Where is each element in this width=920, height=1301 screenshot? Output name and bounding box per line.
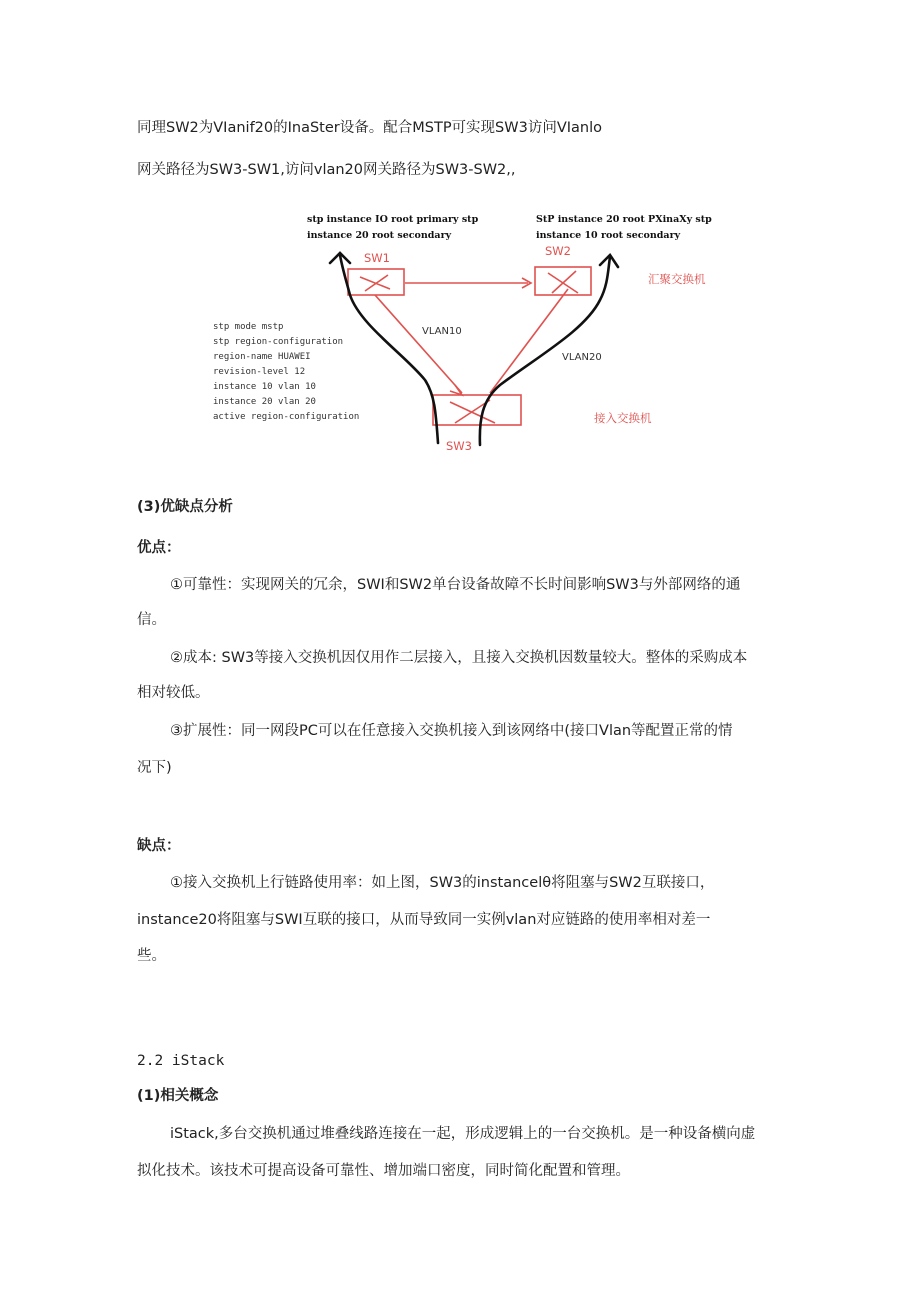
sw3-box [433,395,521,425]
sw1-note-line-1: stp instance IO root primary stp [307,214,479,225]
con-1-line-1: ①接入交换机上行链路使用率：如上图，SW3的instancelθ将阻塞与SW2互联接口， [170,875,715,891]
section-3-heading: (3)优缺点分析 [137,499,233,515]
config-line: stp mode mstp [213,322,284,332]
vlan10-label: VLAN10 [422,326,462,337]
sw2-label: SW2 [545,244,571,258]
pros-heading: 优点： [137,540,181,556]
vlan20-label: VLAN20 [562,352,602,363]
istack-para-line-1: iStack,多台交换机通过堆叠线路连接在一起，形成逻辑上的一台交换机。是一种设备横向虚 [170,1126,756,1142]
sw2-note-line-1: StP instance 20 root PXinaXy stp [536,214,712,225]
config-line: instance 10 vlan 10 [213,382,316,392]
pro-3-line-1: ③扩展性：同一网段PC可以在任意接入交换机接入到该网络中(接口Vlan等配置正常的情 [170,723,733,739]
aggregation-switch-label: 汇聚交换机 [648,272,706,286]
intro-line-2: 网关路径为SW3-SW1,访问vlan20网关路径为SW3-SW2,, [137,162,516,178]
con-1-line-2: instance20将阻塞与SWI互联的接口，从而导致同一实例vlan对应链路的使用率相对差一 [137,912,711,928]
access-switch-label: 接入交换机 [594,411,652,425]
concepts-heading: (1)相关概念 [137,1088,219,1104]
pro-2-line-1: ②成本: SW3等接入交换机因仅用作二层接入，且接入交换机因数量较大。整体的采购成本 [170,650,748,666]
mstp-network-diagram [200,205,720,460]
config-line: instance 20 vlan 20 [213,397,316,407]
pro-1-line-1: ①可靠性：实现网关的冗余，SWI和SW2单台设备故障不长时间影响SW3与外部网络的通 [170,577,741,593]
config-line: region-name HUAWEI [213,352,311,362]
sw2-box [535,267,591,295]
sw1-label: SW1 [364,251,390,265]
con-1-line-3: 些。 [137,948,166,964]
istack-para-line-2: 拟化技术。该技术可提高设备可靠性、增加端口密度，同时简化配置和管理。 [137,1163,630,1179]
config-line: active region-configuration [213,412,360,422]
pro-1-line-2: 信。 [137,612,166,628]
config-line: revision-level 12 [213,367,306,377]
config-line: stp region-configuration [213,337,344,347]
section-2-2-heading: 2.2 iStack [137,1053,225,1069]
cons-heading: 缺点： [137,838,181,854]
sw1-box [348,269,404,295]
pro-2-line-2: 相对较低。 [137,685,210,701]
sw3-label: SW3 [446,439,472,453]
sw1-note-line-2: instance 20 root secondary [307,230,452,241]
stp-config-block [213,322,359,422]
sw2-note-line-2: instance 10 root secondary [536,230,681,241]
intro-line-1: 同理SW2为VIanif20的InaSter设备。配合MSTP可实现SW3访问VIanlo [137,120,602,136]
pro-3-line-2: 况下) [137,760,172,776]
